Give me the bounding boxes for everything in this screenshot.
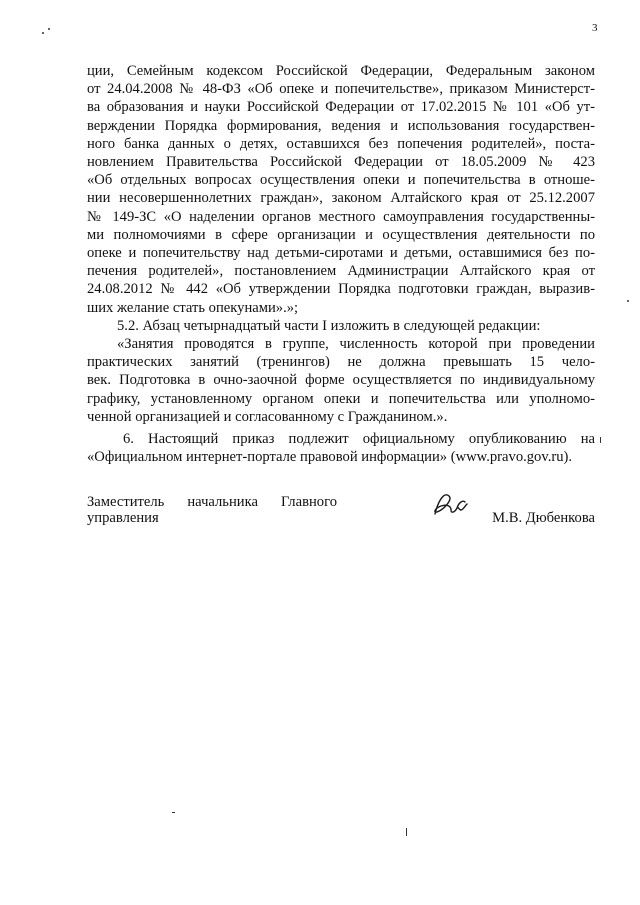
scan-speck [48, 28, 50, 30]
body-line: ного банка данных о детях, оставшихся без попечения родителей», поста- [87, 135, 595, 152]
quote-line: практических занятий (тренингов) не должна превышать 15 чело- [87, 354, 595, 371]
signatory-name: М.В. Дюбенкова [492, 510, 595, 526]
scan-speck [406, 828, 407, 836]
body-line: нии несовершеннолетних граждан», законом Алтайского края от 25.12.2007 [87, 190, 595, 207]
signatory-title [87, 494, 337, 526]
body-line: верждении Порядка формирования, ведения и использования государствен- [87, 117, 595, 134]
body-line: 24.08.2012 № 442 «Об утверждении Порядка подготовки граждан, выразив- [87, 281, 595, 298]
scan-speck [172, 812, 175, 813]
body-line: ва образования и науки Российской Федерации от 17.02.2015 № 101 «Об ут- [87, 99, 595, 116]
item-6-line: «Официальном интернет-портале правовой информации» (www.pravo.gov.ru). [87, 449, 573, 466]
body-line: № 149-ЗС «О наделении органов местного самоуправления государственны- [87, 208, 595, 225]
body-line: ми полномочиями в сфере организации и осуществления деятельности по [87, 226, 595, 243]
body-line: «Об отдельных вопросах осуществления опеки и попечительства в отноше- [87, 172, 595, 189]
body-line: печения родителей», постановлением Администрации Алтайского края от [87, 263, 595, 280]
scan-speck [600, 437, 601, 443]
body-line: новлением Правительства Российской Федерации от 18.05.2009 № 423 [87, 154, 595, 171]
scan-speck [627, 300, 629, 302]
signatory-title-line: управления [87, 510, 159, 526]
signatory-title-line: Заместитель начальника Главного [87, 494, 337, 510]
scan-speck [42, 32, 44, 34]
quote-line: графику, установленному органом опеки и попечительства или уполномо- [87, 390, 595, 407]
document-body [87, 62, 595, 466]
quote-line: «Занятия проводятся в группе, численность которой при проведении [117, 336, 595, 353]
body-line: ции, Семейным кодексом Российской Федерации, Федеральным законом [87, 63, 595, 79]
item-6-line: 6. Настоящий приказ подлежит официальному опубликованию на [123, 431, 595, 448]
quote-line: ченной организацией и согласованному с Гражданином.». [87, 408, 448, 425]
handwritten-signature [429, 490, 477, 520]
body-line: от 24.04.2008 № 48-ФЗ «Об опеке и попечительстве», приказом Министерст- [87, 81, 595, 98]
page-number: 3 [592, 22, 598, 34]
quote-line: век. Подготовка в очно-заочной форме осуществляется по индивидуальному [87, 372, 595, 389]
item-5-2: 5.2. Абзац четырнадцатый части I изложить в следующей редакции: [117, 317, 541, 334]
body-line: опеке и попечительству над детьми-сиротами и детьми, оставшимися без по- [87, 245, 595, 262]
body-line: ших желание стать опекунами».»; [87, 299, 299, 316]
